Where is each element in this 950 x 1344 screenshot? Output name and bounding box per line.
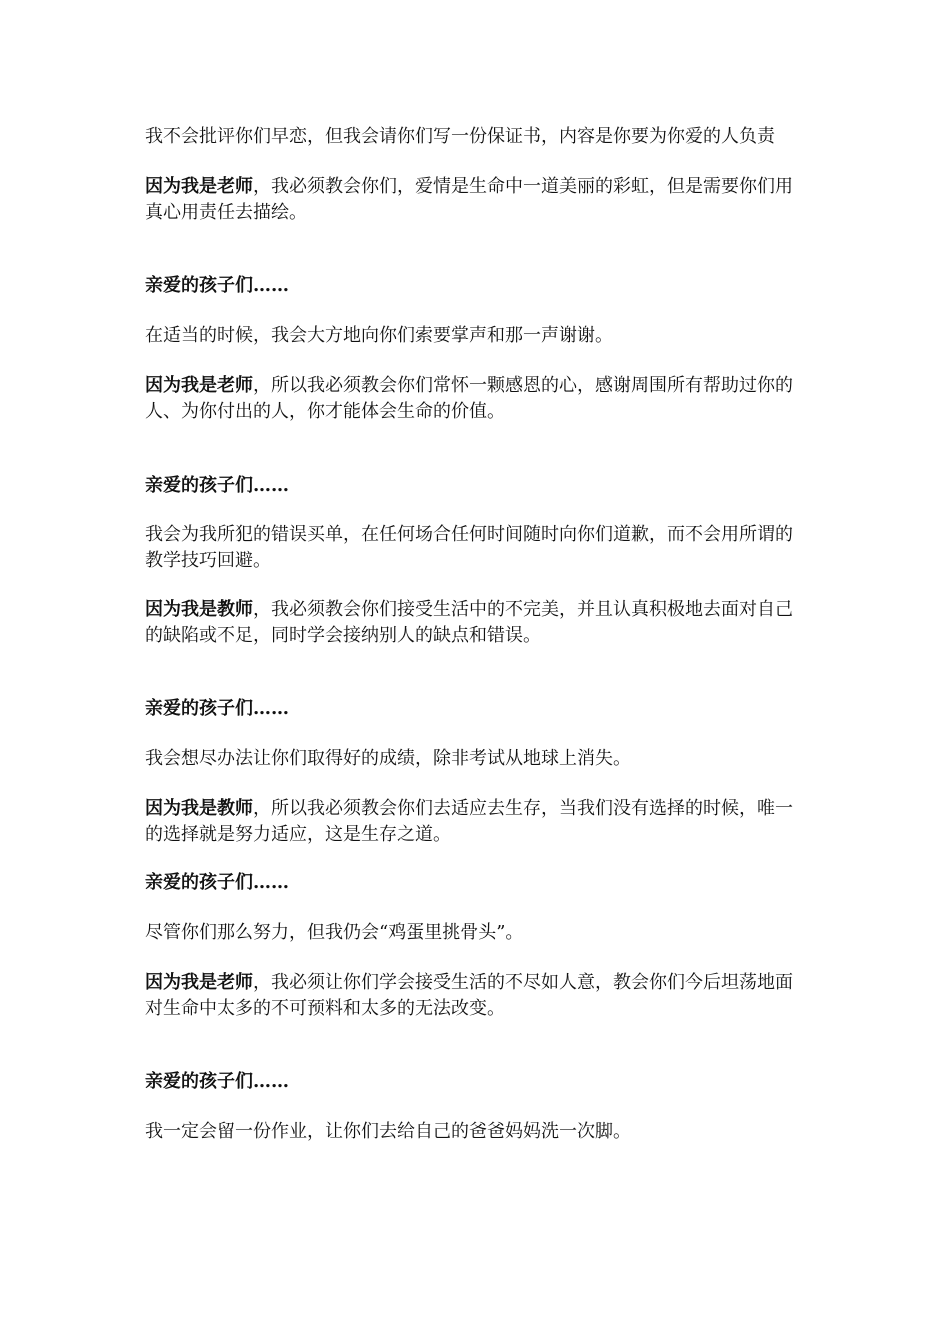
paragraph-7 xyxy=(145,746,810,772)
paragraph-text: 我一定会留一份作业，让你们去给自己的爸爸妈妈洗一次脚。 xyxy=(145,1121,631,1142)
paragraph-text: 我不会批评你们早恋，但我会请你们写一份保证书，内容是你要为你爱的人负责 xyxy=(145,126,775,147)
paragraph-lead-bold: 因为我是教师 xyxy=(145,599,253,620)
paragraph-text: ，所以我必须教会你们去适应去生存，当我们没有选择的时候，唯一的选择就是努力适应，这是生存之道。 xyxy=(145,798,793,845)
paragraph-lead-bold: 因为我是老师 xyxy=(145,972,253,993)
section-heading-5 xyxy=(145,1069,810,1095)
paragraph-text: 尽管你们那么努力，但我仍会“鸡蛋里挑骨头”。 xyxy=(145,922,524,943)
paragraph-text: 我会想尽办法让你们取得好的成绩，除非考试从地球上消失。 xyxy=(145,748,631,769)
paragraph-2 xyxy=(145,174,810,226)
section-heading-3 xyxy=(145,696,810,722)
paragraph-text: ，所以我必须教会你们常怀一颗感恩的心，感谢周围所有帮助过你的人、为你付出的人，你才能体会生命的价值。 xyxy=(145,375,793,422)
paragraph-5 xyxy=(145,522,810,574)
paragraph-3 xyxy=(145,323,810,349)
paragraph-1 xyxy=(145,124,810,150)
paragraph-lead-bold: 因为我是老师 xyxy=(145,176,253,197)
heading-text: 亲爱的孩子们…… xyxy=(145,1071,289,1092)
heading-text: 亲爱的孩子们…… xyxy=(145,698,289,719)
paragraph-lead-bold: 因为我是老师 xyxy=(145,375,253,396)
paragraph-text: ，我必须让你们学会接受生活的不尽如人意，教会你们今后坦荡地面对生命中太多的不可预料和太多的无法改变。 xyxy=(145,972,793,1019)
paragraph-8 xyxy=(145,796,810,848)
paragraph-lead-bold: 因为我是教师 xyxy=(145,798,253,819)
heading-text: 亲爱的孩子们…… xyxy=(145,872,289,893)
section-heading-4 xyxy=(145,870,810,896)
heading-text: 亲爱的孩子们…… xyxy=(145,475,289,496)
heading-text: 亲爱的孩子们…… xyxy=(145,275,289,296)
paragraph-text: ，我必须教会你们接受生活中的不完美，并且认真积极地去面对自己的缺陷或不足，同时学会接纳别人的缺点和错误。 xyxy=(145,599,793,646)
paragraph-6 xyxy=(145,597,810,649)
section-heading-1 xyxy=(145,273,810,299)
paragraph-text: 我会为我所犯的错误买单，在任何场合任何时间随时向你们道歉，而不会用所谓的教学技巧回避。 xyxy=(145,524,793,571)
paragraph-9 xyxy=(145,920,810,946)
paragraph-11 xyxy=(145,1119,810,1145)
paragraph-text: ，我必须教会你们，爱情是生命中一道美丽的彩虹，但是需要你们用真心用责任去描绘。 xyxy=(145,176,793,223)
section-heading-2 xyxy=(145,473,810,499)
paragraph-10 xyxy=(145,970,810,1022)
paragraph-text: 在适当的时候，我会大方地向你们索要掌声和那一声谢谢。 xyxy=(145,325,613,346)
paragraph-4 xyxy=(145,373,810,425)
